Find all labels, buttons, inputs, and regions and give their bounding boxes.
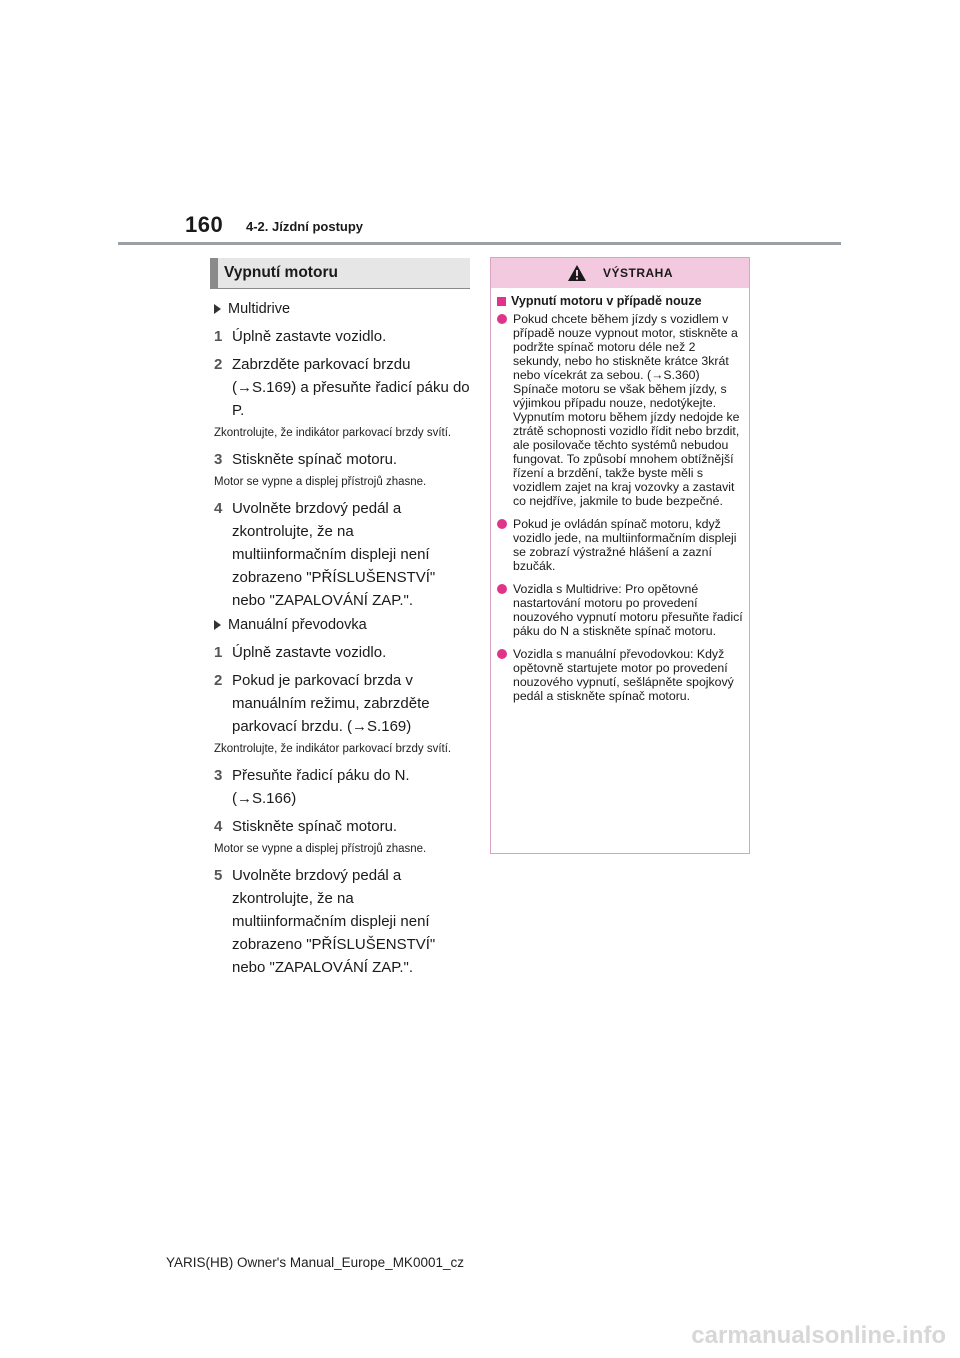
page-number: 160 <box>185 212 224 237</box>
procedure-step <box>214 669 470 738</box>
procedure-step <box>214 764 470 810</box>
step-number: 5 <box>214 867 223 884</box>
procedure-step <box>214 497 470 612</box>
warning-item-text: Vozidla s Multidrive: Pro opětovné nastartování motoru po provedení nouzového vypnutí motoru přesuňte řadicí páku do N a stiskněte spínač motoru. <box>513 582 743 638</box>
section-heading: Vypnutí motoru <box>210 258 470 289</box>
step-text: Úplně zastavte vozidlo. <box>232 328 387 345</box>
step-note: Motor se vypne a displej přístrojů zhasne. <box>214 476 427 488</box>
step-number: 1 <box>214 328 223 345</box>
circle-bullet-icon <box>497 584 507 594</box>
procedure-step <box>214 353 470 422</box>
procedure-content <box>210 289 470 979</box>
warning-item <box>497 582 743 638</box>
step-number: 4 <box>214 500 223 517</box>
warning-box <box>490 257 750 854</box>
warning-item <box>497 312 743 508</box>
step-number: 2 <box>214 356 223 373</box>
procedure-step <box>214 815 470 838</box>
subsection-label <box>214 617 470 633</box>
step-note: Zkontrolujte, že indikátor parkovací brzdy svítí. <box>214 743 452 755</box>
procedure-step <box>214 864 470 979</box>
section-title: 4-2. Jízdní postupy <box>246 219 364 234</box>
subsection-label <box>214 301 470 317</box>
procedure-step <box>214 448 470 471</box>
step-note: Zkontrolujte, že indikátor parkovací brzdy svítí. <box>214 427 452 439</box>
step-text: Přesuňte řadicí páku do N. (→S.166) <box>232 767 410 807</box>
warning-header <box>491 258 749 288</box>
warning-item <box>497 647 743 703</box>
step-text: Pokud je parkovací brzda v manuálním režimu, zabrzděte parkovací brzdu. (→S.169) <box>232 672 430 735</box>
step-number: 1 <box>214 644 223 661</box>
step-number: 2 <box>214 672 223 689</box>
warning-body <box>491 288 749 703</box>
warning-subtitle-text: Vypnutí motoru v případě nouze <box>511 294 702 308</box>
watermark: carmanualsonline.info <box>691 1322 946 1349</box>
circle-bullet-icon <box>497 314 507 324</box>
triangle-bullet-icon <box>214 304 221 314</box>
square-bullet-icon <box>497 297 506 306</box>
main-column <box>210 258 470 984</box>
warning-item-text: Pokud chcete během jízdy s vozidlem v případě nouze vypnout motor, stiskněte a podržte spínač motoru déle než 2 sekundy, nebo ho stiskněte krátce 3krát nebo vícekrát za sebou. (→S.360) Spínače motoru se však během jízdy, s výjimkou případu nouze, nedotýkejte. Vypnutím motoru během jízdy nedojde ke ztrátě schopnosti vozidlo řídit nebo brzdit, ale posilovače těchto systémů nebudou fungovat. To způsobí mnohem obtížnější řízení a brzdění, takže byste měli s vozidlem zajet na kraj vozovky a zastavit co nejdříve, jakmile to bude bezpečné. <box>513 312 740 508</box>
circle-bullet-icon <box>497 649 507 659</box>
subsection-text: Manuální převodovka <box>228 617 367 633</box>
step-text: Uvolněte brzdový pedál a zkontrolujte, že na multiinformačním displeji není zobrazeno "PŘÍSLUŠENSTVÍ" nebo "ZAPALOVÁNÍ ZAP.". <box>232 867 436 976</box>
step-note: Motor se vypne a displej přístrojů zhasne. <box>214 843 427 855</box>
triangle-bullet-icon <box>214 620 221 630</box>
step-text: Stiskněte spínač motoru. <box>232 451 398 468</box>
step-text: Zabrzděte parkovací brzdu (→S.169) a přesuňte řadicí páku do P. <box>232 356 470 419</box>
footer-text: YARIS(HB) Owner's Manual_Europe_MK0001_cz <box>166 1255 464 1270</box>
procedure-step <box>214 325 470 348</box>
step-number: 3 <box>214 451 223 468</box>
warning-triangle-icon <box>567 264 587 282</box>
header-divider <box>118 242 841 245</box>
warning-list <box>497 312 743 703</box>
subsection-text: Multidrive <box>228 301 291 317</box>
warning-item-text: Pokud je ovládán spínač motoru, když vozidlo jede, na multiinformačním displeji se zobrazí výstražné hlášení a zazní bzučák. <box>513 517 737 573</box>
step-number: 3 <box>214 767 223 784</box>
step-text: Stiskněte spínač motoru. <box>232 818 398 835</box>
warning-title: VÝSTRAHA <box>602 266 673 280</box>
step-text: Úplně zastavte vozidlo. <box>232 644 387 661</box>
warning-item-text: Vozidla s manuální převodovkou: Když opětovně startujete motor po provedení nouzového vypnutí, sešlápněte spojkový pedál a stiskněte spínač motoru. <box>513 647 734 703</box>
circle-bullet-icon <box>497 519 507 529</box>
step-text: Uvolněte brzdový pedál a zkontrolujte, že na multiinformačním displeji není zobrazeno "PŘÍSLUŠENSTVÍ" nebo "ZAPALOVÁNÍ ZAP.". <box>232 500 436 609</box>
step-number: 4 <box>214 818 223 835</box>
warning-item <box>497 517 743 573</box>
warning-subtitle <box>497 294 743 308</box>
procedure-step <box>214 641 470 664</box>
